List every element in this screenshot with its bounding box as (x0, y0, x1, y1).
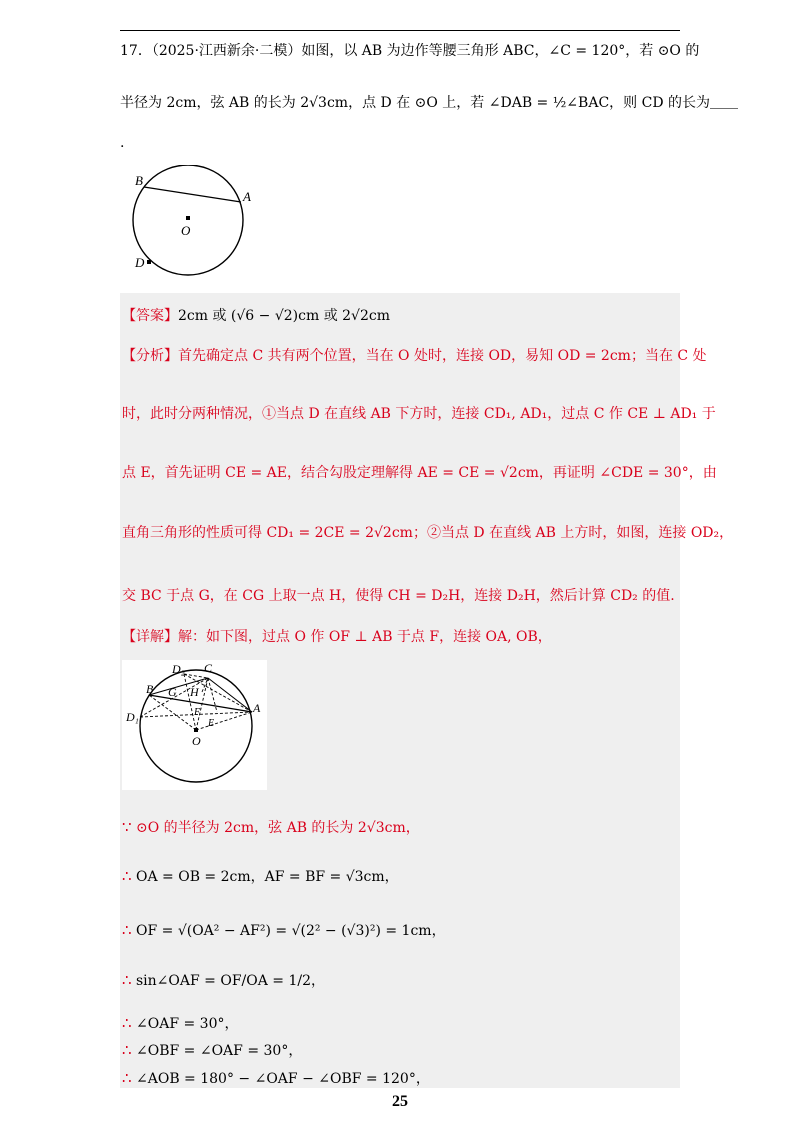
therefore-symbol: ∴ (122, 971, 132, 989)
therefore-symbol: ∴ (122, 1041, 132, 1059)
figure-circle-2 (122, 660, 267, 790)
label-d2: D₂ (172, 662, 185, 676)
therefore-symbol: ∴ (122, 921, 132, 939)
step-7-text: ∠AOB = 180° − ∠OAF − ∠OBF = 120°， (136, 1071, 430, 1087)
step-6 (122, 1040, 302, 1060)
answer-text: 2cm 或 (√6 − √2)cm 或 2√2cm (178, 308, 391, 324)
therefore-symbol: ∴ (122, 867, 132, 885)
label-a2: A (253, 701, 261, 715)
analysis-line-2: 时，此时分两种情况，①当点 D 在直线 AB 下方时，连接 CD₁, AD₁，过点 C 作 CE ⊥ AD₁ 于 (122, 406, 716, 422)
analysis-text-1: 首先确定点 C 共有两个位置，当在 O 处时，连接 OD，易知 OD = 2cm；当在 C 处 (178, 348, 707, 364)
point-d (147, 260, 151, 264)
label-b: B (135, 173, 143, 188)
label-g: G (168, 685, 177, 699)
dashed-lines (140, 674, 252, 730)
label-c: C (204, 661, 213, 675)
label-o: O (181, 223, 191, 238)
problem-line-2: 半径为 2cm，弦 AB 的长为 2√3cm，点 D 在 ⊙O 上，若 ∠DAB = ½∠BAC，则 CD 的长为＿＿ (120, 95, 738, 111)
step-6-text: ∠OBF = ∠OAF = 30°， (136, 1043, 303, 1059)
label-b2: B (146, 682, 154, 696)
label-d1: D₁ (126, 710, 139, 724)
step-1-text: ⊙O 的半径为 2cm，弦 AB 的长为 2√3cm， (136, 820, 420, 836)
detail-line (122, 626, 552, 646)
label-f: F (194, 707, 201, 718)
analysis-line-4: 直角三角形的性质可得 CD₁ = 2CE = 2√2cm；②当点 D 在直线 AB 上方时，如图，连接 OD₂， (122, 525, 734, 541)
step-3 (122, 920, 446, 940)
step-4-text: sin∠OAF = OF/OA = 1/2， (136, 973, 325, 989)
therefore-symbol: ∴ (122, 1069, 132, 1087)
analysis-tag: 【分析】 (122, 348, 178, 364)
figure-circle-1 (125, 165, 265, 280)
analysis-line-3: 点 E，首先证明 CE = AE，结合勾股定理解得 AE = CE = √2cm，再证明 ∠CDE = 30°，由 (122, 465, 717, 481)
step-2-text: OA = OB = 2cm，AF = BF = √3cm， (136, 869, 399, 885)
analysis-line-1 (122, 345, 707, 365)
label-a: A (243, 189, 251, 204)
problem-line-1: 17．（2025·江西新余·二模）如图，以 AB 为边作等腰三角形 ABC，∠C = 120°，若 ⊙O 的 (120, 43, 700, 59)
step-4 (122, 970, 325, 990)
answer-line (122, 305, 390, 325)
chord-ab (144, 187, 241, 202)
center-point (186, 216, 190, 220)
therefore-symbol: ∴ (122, 1014, 132, 1032)
label-o2: O (192, 734, 201, 748)
step-2 (122, 866, 399, 886)
because-symbol: ∵ (122, 818, 132, 836)
center-point-2 (194, 728, 198, 732)
detail-intro: 解：如下图，过点 O 作 OF ⊥ AB 于点 F，连接 OA, OB， (178, 629, 552, 645)
page-number: 25 (392, 1093, 408, 1110)
step-1 (122, 817, 420, 837)
step-7 (122, 1068, 430, 1088)
label-e: E (208, 718, 215, 729)
problem-line-3: . (120, 135, 125, 151)
side-bc (149, 678, 208, 695)
label-h: H (190, 685, 199, 699)
step-5 (122, 1013, 238, 1033)
step-5-text: ∠OAF = 30°， (136, 1016, 239, 1032)
label-d: D (135, 255, 145, 270)
answer-tag: 【答案】 (122, 308, 178, 324)
side-ca (208, 678, 252, 712)
analysis-line-5: 交 BC 于点 G，在 CG 上取一点 H，使得 CH = D₂H，连接 D₂H，然后计算 CD₂ 的值. (122, 588, 675, 604)
step-3-text: OF = √(OA² − AF²) = √(2² − (√3)²) = 1cm， (136, 923, 446, 939)
top-rule (120, 30, 680, 31)
detail-tag: 【详解】 (122, 629, 178, 645)
